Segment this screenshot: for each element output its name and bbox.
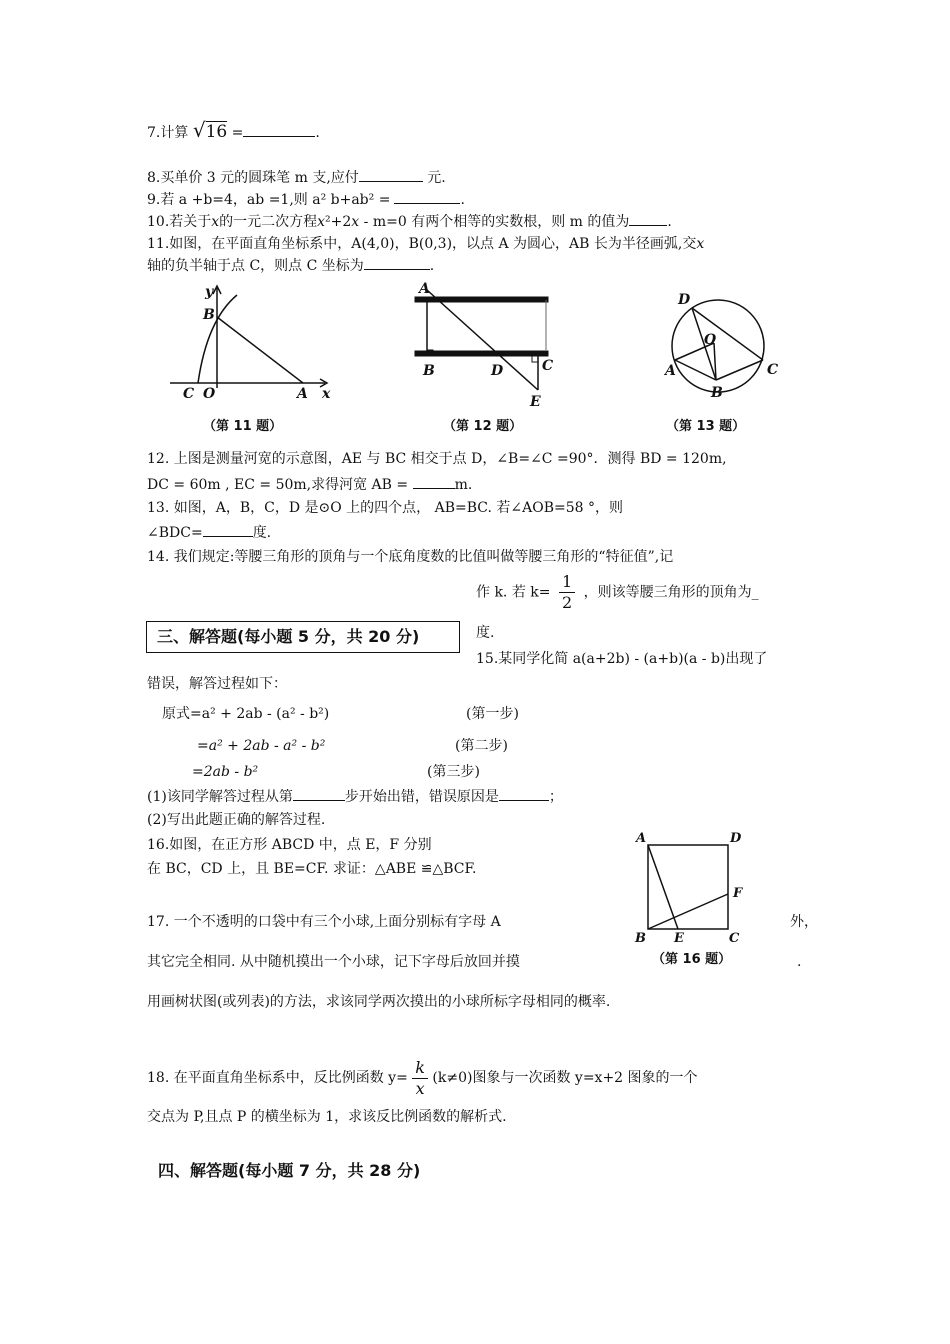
q12-line1: 12. 上图是测量河宽的示意图，AE 与 BC 相交于点 D，∠B=∠C =90°．测得 BD = 120m, (147, 451, 727, 467)
q9-tail: . (460, 192, 465, 208)
segment-ae (427, 290, 538, 390)
q15-step-blank[interactable] (293, 788, 345, 801)
q18-line2: 交点为 P,且点 P 的横坐标为 1，求该反比例函数的解析式. (147, 1109, 507, 1125)
q15-line1: 15.某同学化简 a(a+2b) - (a+b)(a - b)出现了 (476, 651, 768, 667)
q7-equals: = (227, 125, 244, 141)
fig11-label-y: y (205, 284, 214, 300)
q15-part1-c: ； (548, 789, 563, 805)
q15-step3-label: (第三步) (427, 764, 480, 780)
q18-text-a: 18. 在平面直角坐标系中，反比例函数 y= (147, 1070, 408, 1086)
section-4-title: 四、解答题(每小题 7 分，共 28 分) (158, 1161, 421, 1180)
q12-line2 (147, 476, 472, 494)
q11-text: 轴的负半轴于点 C，则点 C 坐标为 (147, 258, 364, 274)
q13-line1: 13. 如图，A，B，C，D 是⊙O 上的四个点， AB=BC. 若∠AOB=58 °，则 (147, 500, 623, 516)
q8-answer-blank[interactable] (359, 169, 423, 182)
q12-text: DC = 60m , EC = 50m,求得河宽 AB = (147, 477, 413, 493)
q15-part1 (147, 788, 563, 806)
q15-step2: =a² + 2ab - a² - b² (197, 738, 326, 754)
section-3-title: 三、解答题(每小题 5 分，共 20 分) (146, 621, 460, 653)
fig16-caption: （第 16 题） (652, 952, 732, 967)
river-bank-bottom (415, 351, 548, 356)
q7-prefix: 7.计算 (147, 125, 193, 141)
fig11-label-o: O (203, 386, 216, 402)
q17-line2b: . (797, 954, 802, 970)
fig11-label-b: B (203, 307, 215, 323)
q11-answer-blank[interactable] (364, 257, 430, 270)
q10 (147, 213, 672, 231)
q15-step3: =2ab - b² (192, 764, 259, 780)
q14-text-a: 作 k. 若 k= (476, 584, 551, 601)
figure-16 (612, 825, 785, 975)
q8 (147, 169, 446, 187)
q11-line2 (147, 257, 434, 275)
q17-line2a: 其它完全相同. 从中随机摸出一个小球，记下字母后放回并摸 (147, 954, 520, 970)
q9 (147, 191, 465, 209)
q18-frac-num: k (412, 1058, 428, 1079)
fig12-label-d: D (491, 363, 504, 379)
fig12-label-a: A (419, 281, 430, 297)
fig12-label-e: E (530, 394, 541, 410)
q18-line1 (147, 1056, 698, 1100)
q7-answer-blank[interactable] (243, 124, 315, 137)
q15-reason-blank[interactable] (499, 788, 549, 801)
fig13-label-c: C (767, 362, 779, 378)
circle-o (672, 300, 764, 392)
q17-line3: 用画树状图(或列表)的方法，求该同学两次摸出的小球所标字母相同的概率. (147, 994, 611, 1010)
segment-bc (716, 360, 763, 380)
q12-tail: m. (454, 477, 473, 493)
fig16-label-e: E (674, 931, 684, 946)
q15-part1-b: 步开始出错，错误原因是 (344, 789, 499, 805)
q14-frac-den: 2 (561, 593, 573, 612)
q16-line1: 16.如图，在正方形 ABCD 中，点 E，F 分别 (147, 837, 432, 853)
q12-answer-blank[interactable] (413, 476, 455, 489)
q15-line2: 错误，解答过程如下： (147, 676, 287, 692)
q17-line1a: 17. 一个不透明的口袋中有三个小球,上面分别标有字母 A (147, 914, 501, 930)
q15-part2: (2)写出此题正确的解答过程. (147, 812, 326, 828)
q14-line1: 14. 我们规定:等腰三角形的顶角与一个底角度数的比值叫做等腰三角形的“特征值”,记 (147, 549, 674, 565)
q7-tail: . (315, 125, 320, 141)
q7-radicand: 16 (205, 122, 228, 142)
q7 (147, 118, 320, 142)
q15-part1-a: (1)该同学解答过程从第 (147, 789, 293, 805)
q11-line1: 11.如图，在平面直角坐标系中，A(4,0)，B(0,3)，以点 A 为圆心，AB 长为半径画弧,交𝑥 (147, 236, 705, 252)
q17-line1b: 外， (790, 914, 818, 930)
q9-text: 9.若 a +b=4，ab =1,则 a² b+ab² = (147, 192, 391, 208)
q18-text-b: (k≠0)图象与一次函数 y=x+2 图象的一个 (432, 1070, 698, 1086)
q10-text: 10.若关于𝑥的一元二次方程𝑥²+2𝑥 - m=0 有两个相等的实数根，则 m 的值为 (147, 214, 630, 230)
q10-tail: . (667, 214, 672, 230)
fig12-label-b: B (423, 363, 435, 379)
fig12-caption: （第 12 题） (443, 419, 523, 434)
q13-text: ∠BDC= (147, 525, 203, 541)
q14-frac-num: 1 (559, 572, 575, 593)
q15-step1-label: (第一步) (466, 706, 519, 722)
q9-answer-blank[interactable] (394, 191, 460, 204)
fig11-caption: （第 11 题） (203, 419, 283, 434)
q13-line2 (147, 524, 271, 542)
fig13-label-o: O (704, 332, 717, 348)
q8-text: 8.买单价 3 元的圆珠笔 m 支,应付 (147, 170, 359, 186)
figure-11 (165, 280, 335, 440)
figure-13 (660, 280, 790, 440)
fig16-label-c: C (729, 931, 740, 946)
fig11-label-a: A (297, 386, 308, 402)
q8-tail: 元. (422, 170, 446, 186)
fig11-label-x: x (322, 386, 331, 402)
fig13-caption: （第 13 题） (666, 419, 746, 434)
q13-answer-blank[interactable] (203, 524, 253, 537)
q11-tail: . (429, 258, 435, 274)
fig16-label-b: B (635, 931, 646, 946)
q18-frac-den: x (415, 1078, 425, 1098)
right-angle-c (532, 356, 538, 362)
q10-answer-blank[interactable] (629, 213, 667, 226)
q14-line2 (476, 572, 759, 613)
q14-line3: 度. (476, 625, 495, 641)
fig16-label-d: D (730, 831, 742, 846)
q16-line2: 在 BC，CD 上，且 BE=CF. 求证：△ABE ≌△BCF. (147, 861, 477, 877)
fig16-label-f: F (733, 886, 743, 901)
fig12-label-c: C (542, 358, 554, 374)
segment-ab (217, 317, 303, 383)
sqrt-sign: √ (192, 118, 206, 142)
fig13-label-a: A (665, 363, 676, 379)
fig11-label-c: C (183, 386, 195, 402)
q14-fraction (559, 572, 575, 613)
q14-text-b: ，则该等腰三角形的顶角为_ (583, 584, 759, 601)
fig13-label-d: D (678, 292, 691, 308)
q15-step2-label: (第二步) (455, 738, 508, 754)
fig13-label-b: B (711, 385, 723, 401)
q13-tail: 度. (252, 525, 272, 541)
fig16-label-a: A (636, 831, 647, 846)
q15-step1: 原式=a² + 2ab - (a² - b²) (162, 706, 330, 722)
figure-12 (410, 280, 555, 440)
q18-fraction (412, 1058, 428, 1099)
